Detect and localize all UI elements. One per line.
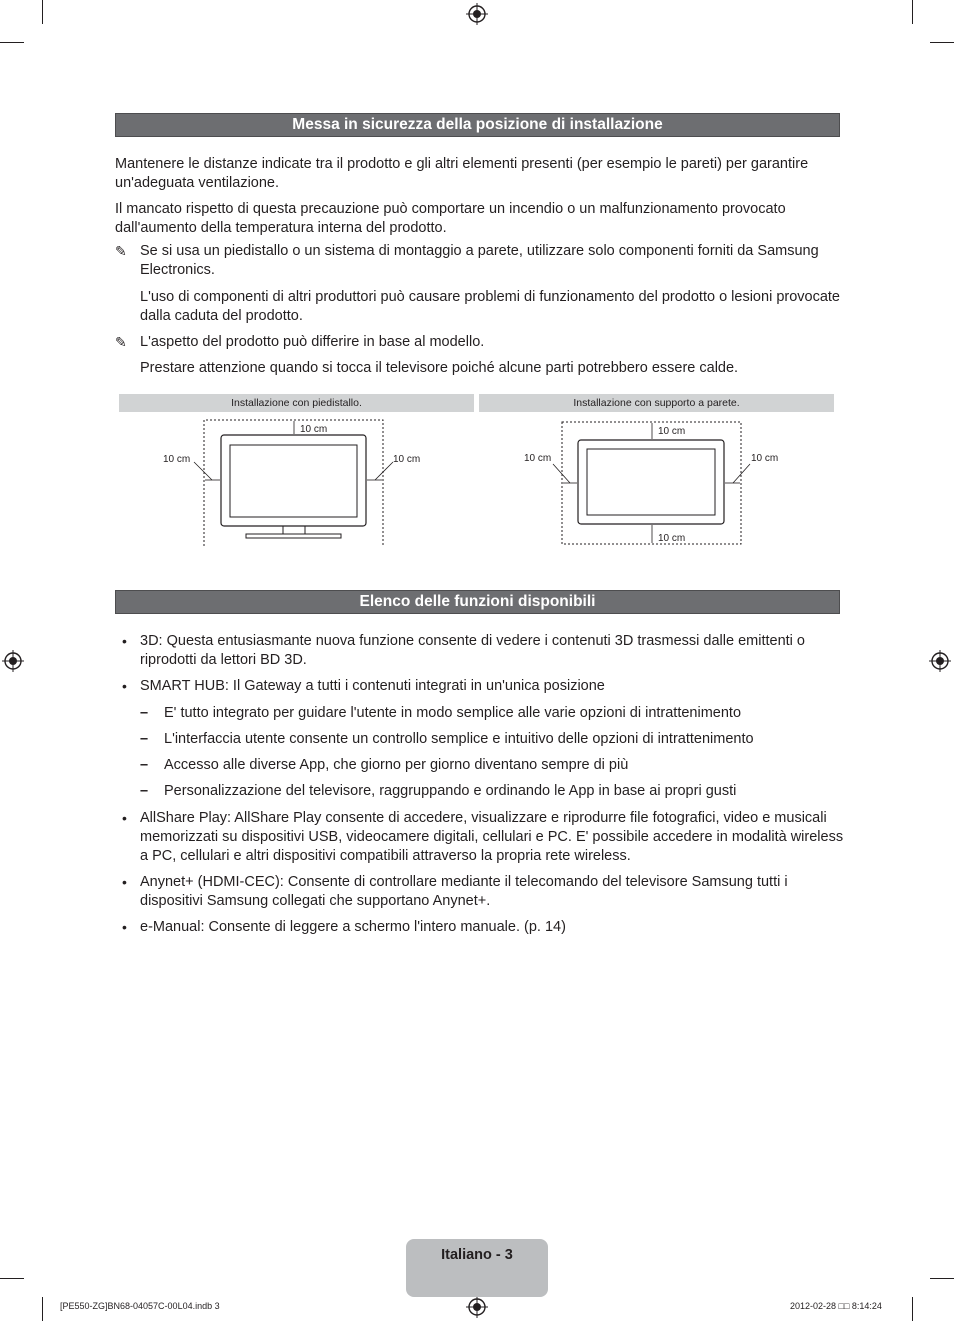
clearance-label-right: 10 cm bbox=[393, 454, 421, 465]
dash-icon: – bbox=[140, 731, 149, 747]
crop-mark bbox=[42, 0, 43, 24]
feature-anynet bbox=[140, 873, 845, 911]
crop-mark bbox=[0, 1278, 24, 1279]
note-stand-wall-mount: Se si usa un piedistallo o un sistema di montaggio a parete, utilizzare solo componenti forniti da Samsung Electronics. bbox=[140, 243, 819, 278]
diagram-title-stand: Installazione con piedistallo. bbox=[119, 394, 474, 412]
bullet-icon: • bbox=[122, 633, 127, 649]
print-slug-file: [PE550-ZG]BN68-04057C-00L04.indb 3 bbox=[60, 1301, 220, 1311]
feature-description: : Il Gateway a tutti i contenuti integrati in un'unica posizione bbox=[224, 678, 605, 694]
clearance-label-left: 10 cm bbox=[163, 454, 191, 465]
smart-hub-subitem: L'interfaccia utente consente un controllo semplice e intuitivo delle opzioni di intrattenimento bbox=[164, 731, 754, 747]
clearance-label-right: 10 cm bbox=[751, 453, 779, 464]
feature-term: 3D bbox=[140, 633, 159, 649]
clearance-label-top: 10 cm bbox=[658, 426, 686, 437]
feature-term: e-Manual bbox=[140, 919, 201, 935]
pencil-note-icon: ✎ bbox=[115, 334, 127, 350]
feature-smart-hub bbox=[140, 677, 845, 696]
stand-installation-diagram bbox=[150, 414, 440, 549]
clearance-label-top: 10 cm bbox=[300, 424, 328, 435]
registration-mark-icon bbox=[929, 650, 951, 672]
feature-3d bbox=[140, 632, 845, 670]
feature-allshare-play bbox=[140, 809, 845, 866]
feature-term: AllShare Play bbox=[140, 810, 228, 826]
clearance-label-left: 10 cm bbox=[524, 453, 552, 464]
crop-mark bbox=[912, 1297, 913, 1321]
feature-description: : AllShare Play consente di accedere, visualizzare e riprodurre file fotografici, video e musicali memorizzati su dispositivi USB, videocamere digitali, cellulari e PC. E' possibile accedere in modalità wireless a PC, cellulari e altri dispositivi compatibili attraverso la propria rete wireless. bbox=[140, 810, 844, 864]
paragraph-ventilation: Mantenere le distanze indicate tra il prodotto e gli altri elementi presenti (per esempio le pareti) per garantire un'adeguata ventilazione. bbox=[115, 156, 809, 191]
paragraph-fire-warning: Il mancato rispetto di questa precauzione può comportare un incendio o un malfunzionamento provocato dall'aumento della temperatura interna del prodotto. bbox=[115, 201, 786, 236]
dash-icon: – bbox=[140, 783, 149, 799]
bullet-icon: • bbox=[122, 919, 127, 935]
section-title-installation: Messa in sicurezza della posizione di installazione bbox=[115, 113, 840, 137]
print-slug-timestamp: 2012-02-28 □□ 8:14:24 bbox=[790, 1301, 882, 1311]
crop-mark bbox=[0, 42, 24, 43]
feature-description: : Consente di leggere a schermo l'intero manuale. (p. 14) bbox=[200, 919, 566, 935]
crop-mark bbox=[930, 42, 954, 43]
page-number-tab: Italiano - 3 bbox=[406, 1239, 548, 1297]
bullet-icon: • bbox=[122, 678, 127, 694]
wall-mount-installation-diagram bbox=[515, 414, 805, 549]
pencil-note-icon: ✎ bbox=[115, 243, 127, 259]
registration-mark-icon bbox=[466, 1296, 488, 1318]
clearance-label-bottom: 10 cm bbox=[658, 533, 686, 544]
registration-mark-icon bbox=[2, 650, 24, 672]
note-appearance: L'aspetto del prodotto può differire in base al modello. bbox=[140, 334, 485, 350]
feature-description: : Consente di controllare mediante il telecomando del televisore Samsung tutti i dispositivi Samsung collegati che supportano Anynet+. bbox=[140, 874, 788, 909]
crop-mark bbox=[930, 1278, 954, 1279]
crop-mark bbox=[42, 1297, 43, 1321]
smart-hub-subitem: Accesso alle diverse App, che giorno per giorno diventano sempre di più bbox=[164, 757, 629, 773]
feature-term: SMART HUB bbox=[140, 678, 225, 694]
registration-mark-icon bbox=[466, 3, 488, 25]
crop-mark bbox=[912, 0, 913, 24]
smart-hub-subitem: Personalizzazione del televisore, raggruppando e ordinando le App in base ai propri gusti bbox=[164, 783, 737, 799]
bullet-icon: • bbox=[122, 874, 127, 890]
section-title-features: Elenco delle funzioni disponibili bbox=[115, 590, 840, 614]
smart-hub-subitem: E' tutto integrato per guidare l'utente in modo semplice alle varie opzioni di intrattenimento bbox=[164, 705, 742, 721]
feature-e-manual bbox=[140, 918, 845, 937]
feature-description: : Questa entusiasmante nuova funzione consente di vedere i contenuti 3D trasmessi dalle emittenti o riprodotti da lettori BD 3D. bbox=[140, 633, 805, 668]
diagram-title-wall: Installazione con supporto a parete. bbox=[479, 394, 834, 412]
note-hot-parts: Prestare attenzione quando si tocca il televisore poiché alcune parti potrebbero essere calde. bbox=[140, 360, 739, 376]
bullet-icon: • bbox=[122, 810, 127, 826]
dash-icon: – bbox=[140, 705, 149, 721]
feature-term: Anynet+ (HDMI-CEC) bbox=[140, 874, 280, 890]
dash-icon: – bbox=[140, 757, 149, 773]
note-third-party-parts: L'uso di componenti di altri produttori può causare problemi di funzionamento del prodotto o lesioni provocate dalla caduta del prodotto. bbox=[140, 289, 840, 324]
